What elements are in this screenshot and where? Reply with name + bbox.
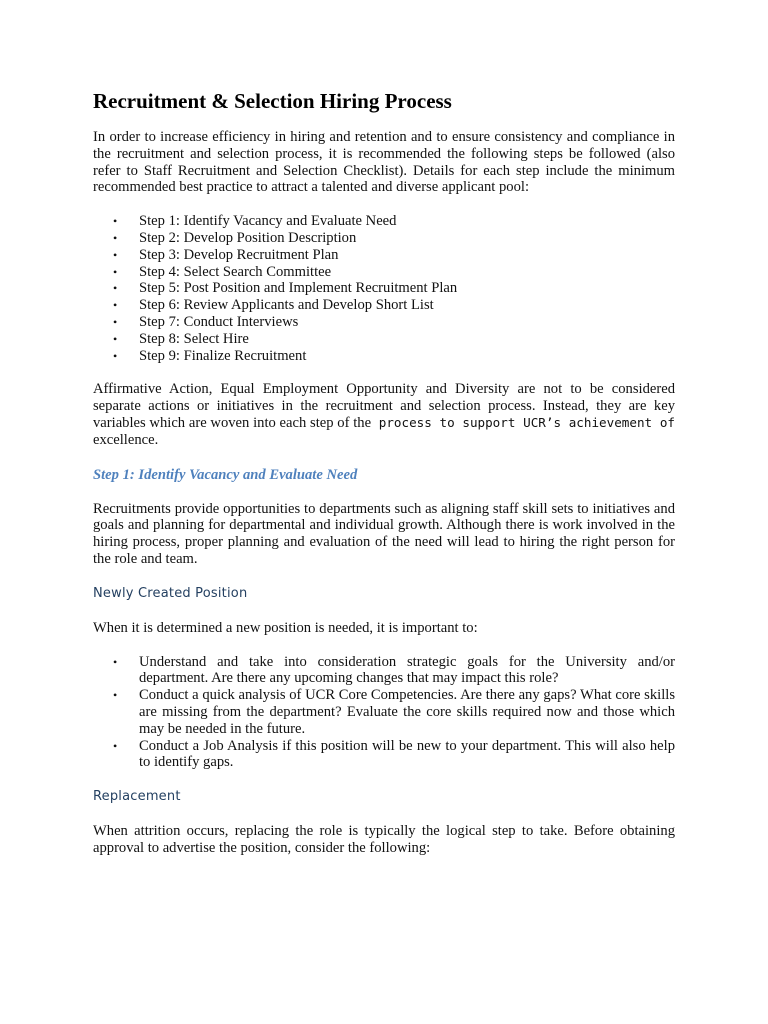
newly-created-list <box>93 654 675 772</box>
list-item <box>93 738 675 772</box>
list-item <box>93 314 675 331</box>
document-title: Recruitment & Selection Hiring Process <box>93 89 452 113</box>
bullet-icon: • <box>113 348 118 363</box>
list-item <box>93 264 675 281</box>
step-label: Step 2: Develop Position Description <box>139 229 357 246</box>
list-item <box>93 280 675 297</box>
bullet-icon: • <box>113 738 118 753</box>
steps-list <box>93 213 675 364</box>
newly-created-heading: Newly Created Position <box>93 585 248 601</box>
list-item <box>93 687 675 737</box>
step-label: Step 3: Develop Recruitment Plan <box>139 246 339 263</box>
newly-created-intro: When it is determined a new position is needed, it is important to: <box>93 619 478 636</box>
step1-heading: Step 1: Identify Vacancy and Evaluate Need <box>93 466 358 483</box>
intro-paragraph: In order to increase efficiency in hiring and retention and to ensure consistency and compliance in the recruitment and selection process, it is recommended the following steps be followed (also refer to Staff Recruitment and Selection Checklist). Details for each step include the minimum recommended best practice to attract a talented and diverse applicant pool: <box>93 129 675 196</box>
list-item-text: Understand and take into consideration strategic goals for the University and/or department. Are there any upcoming changes that may impact this role? <box>139 653 675 687</box>
affirmative-text: Affirmative Action, Equal Employment Opportunity and Diversity are not to be considered separate actions or initiatives in the recruitment and selection process. Instead, they are key variables which are woven into each step of the <box>93 381 675 431</box>
affirmative-action-paragraph <box>93 381 675 448</box>
step-label: Step 8: Select Hire <box>139 330 249 347</box>
list-item <box>93 247 675 264</box>
list-item-text: Conduct a Job Analysis if this position will be new to your department. This will also help to identify gaps. <box>139 737 675 771</box>
bullet-icon: • <box>113 281 118 296</box>
document-page <box>93 88 675 857</box>
bullet-icon: • <box>113 314 118 329</box>
bullet-icon: • <box>113 688 118 703</box>
list-item <box>93 213 675 230</box>
list-item <box>93 297 675 314</box>
bullet-icon: • <box>113 298 118 313</box>
step-label: Step 6: Review Applicants and Develop Short List <box>139 297 434 314</box>
list-item <box>93 348 675 365</box>
replacement-heading: Replacement <box>93 789 181 805</box>
bullet-icon: • <box>113 654 118 669</box>
step-label: Step 7: Conduct Interviews <box>139 313 299 330</box>
step1-paragraph: Recruitments provide opportunities to departments such as aligning staff skill sets to initiatives and goals and planning for departmental and individual growth. Although there is work involved in the hiring process, proper planning and evaluation of the need will lead to hiring the right person for the role and team. <box>93 500 675 567</box>
list-item-text: Conduct a quick analysis of UCR Core Competencies. Are there any gaps? What core skills are missing from the department? Evaluate the core skills required now and those which may be needed in the future. <box>139 687 675 737</box>
list-item <box>93 230 675 247</box>
bullet-icon: • <box>113 247 118 262</box>
affirmative-end-text: excellence. <box>93 431 159 448</box>
bullet-icon: • <box>113 230 118 245</box>
bullet-icon: • <box>113 214 118 229</box>
bullet-icon: • <box>113 331 118 346</box>
replacement-paragraph: When attrition occurs, replacing the role is typically the logical step to take. Before obtaining approval to advertise the position, consider the following: <box>93 823 675 856</box>
step-label: Step 5: Post Position and Implement Recruitment Plan <box>139 280 458 297</box>
list-item <box>93 331 675 348</box>
bullet-icon: • <box>113 264 118 279</box>
affirmative-tail-text: process to support UCR’s achievement of <box>371 414 675 430</box>
list-item <box>93 654 675 688</box>
step-label: Step 9: Finalize Recruitment <box>139 347 307 364</box>
step-label: Step 1: Identify Vacancy and Evaluate Need <box>139 213 397 230</box>
step-label: Step 4: Select Search Committee <box>139 263 332 280</box>
